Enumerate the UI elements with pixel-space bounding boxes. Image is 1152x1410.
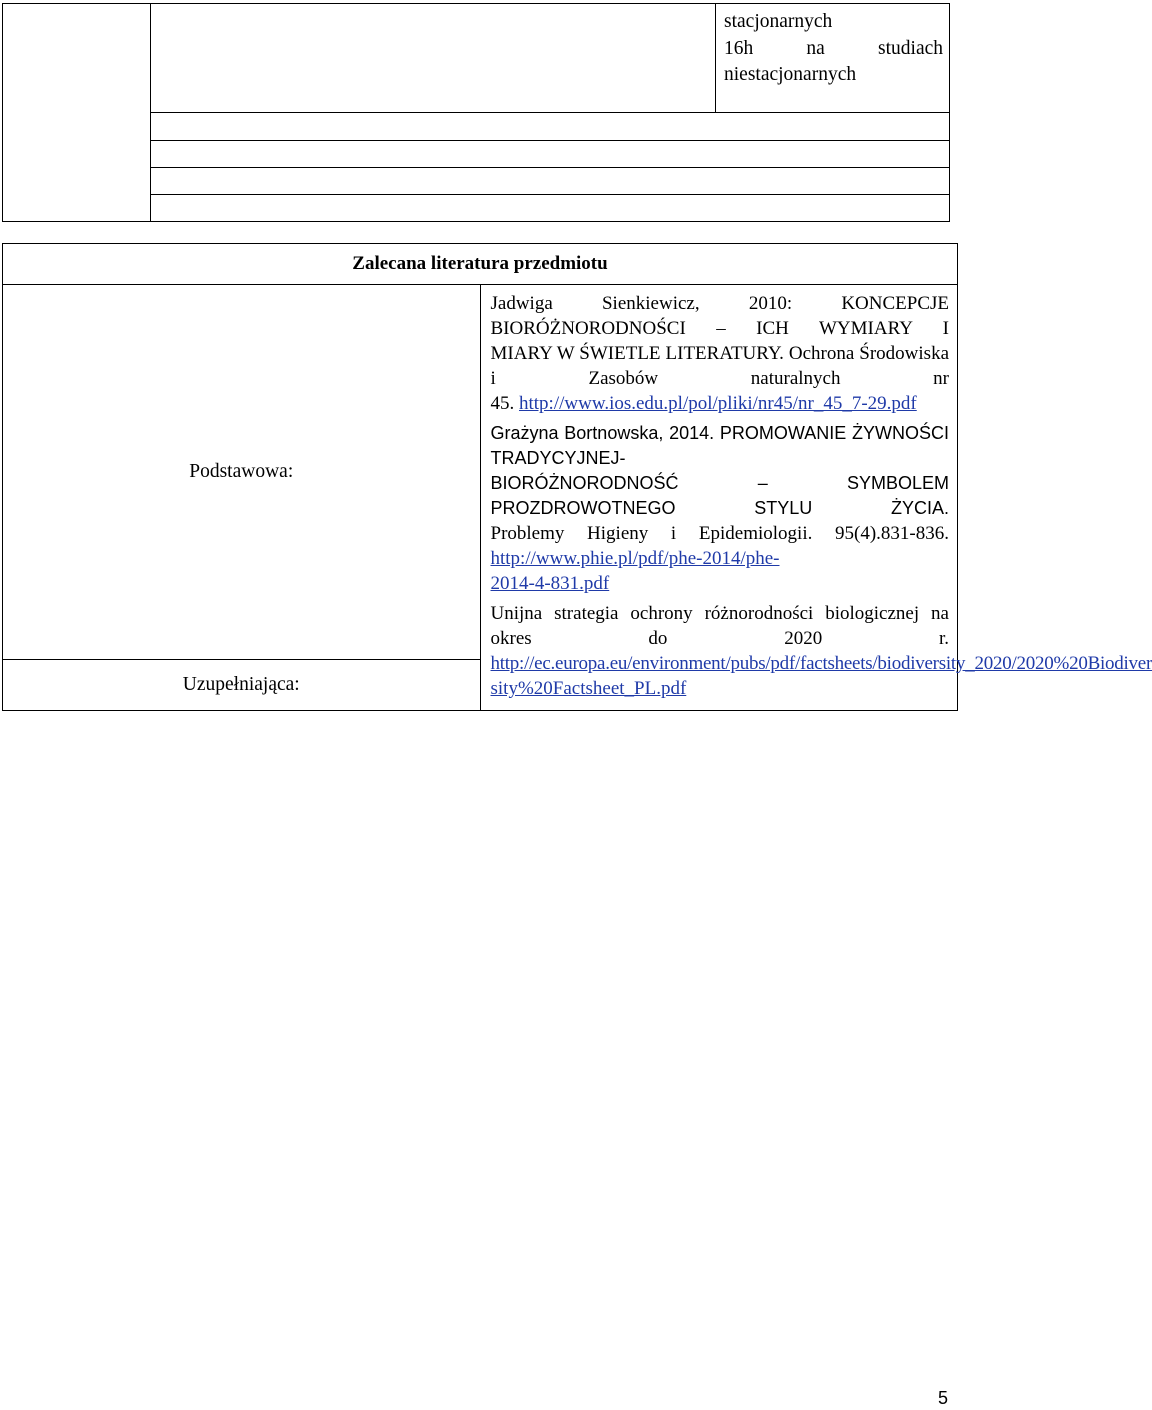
entry-text-line: [491, 571, 950, 596]
entry-text: Jadwiga Sienkiewicz, 2010: KONCEPCJE BIORÓŻNORODNOŚCI – ICH WYMIARY I: [490, 293, 949, 339]
hours-line-text: 16h na studiach: [724, 37, 943, 59]
literature-header: Zalecana literatura przedmiotu: [3, 244, 958, 285]
hours-line: [724, 36, 943, 63]
entry-link[interactable]: http://www.phie.pl/pdf/phe-2014/phe-: [490, 548, 780, 569]
empty-row: [151, 113, 950, 141]
entry-link[interactable]: http://ec.europa.eu/environment/pubs/pdf/factsheets/biodiversity_2020/2020%20Biodiver: [490, 653, 1152, 674]
empty-row: [151, 168, 950, 195]
entry-text: Unijna strategia ochrony różnorodności biologicznej na okres do 2020 r.: [490, 603, 949, 649]
entry-text-line: [491, 676, 950, 701]
entry-link-continued[interactable]: 2014-4-831.pdf: [490, 573, 610, 594]
entry-text: MIARY W ŚWIETLE LITERATURY. Ochrona Środowiska i Zasobów naturalnych nr: [490, 343, 949, 389]
empty-cell: [151, 4, 716, 113]
hours-line: stacjonarnych: [724, 11, 833, 32]
literature-entry: [490, 601, 1152, 701]
entry-text-line: [491, 521, 950, 571]
empty-row: [151, 141, 950, 168]
schedule-table: [2, 3, 950, 222]
entry-text: Grażyna Bortnowska, 2014. PROMOWANIE ŻYWNOŚCI TRADYCYJNEJ-: [490, 423, 949, 468]
literature-entry: [491, 291, 950, 416]
entry-text: 45.: [490, 393, 515, 414]
supplementary-label: Uzupełniająca:: [3, 659, 481, 710]
literature-entry: [491, 421, 950, 596]
hours-cell: [716, 4, 950, 113]
hours-line: niestacjonarnych: [724, 64, 857, 85]
entry-text-line: [491, 391, 950, 416]
entry-text: BIORÓŻNORODNOŚĆ – SYMBOLEM PROZDROWOTNEGO STYLU ŻYCIA.: [490, 473, 949, 518]
empty-row: [151, 195, 950, 222]
entry-link-continued[interactable]: sity%20Factsheet_PL.pdf: [490, 678, 687, 699]
basic-label: Podstawowa:: [3, 285, 481, 660]
entry-text-line: [490, 651, 1152, 676]
page-number: 5: [937, 1388, 948, 1408]
literature-table: [2, 243, 1152, 711]
empty-cell: [3, 4, 151, 222]
entry-text: Problemy Higieny i Epidemiologii. 95(4).831-836.: [490, 523, 949, 544]
literature-entries-cell: [480, 285, 1152, 711]
entry-link[interactable]: http://www.ios.edu.pl/pol/pliki/nr45/nr_45_7-29.pdf: [519, 393, 917, 414]
